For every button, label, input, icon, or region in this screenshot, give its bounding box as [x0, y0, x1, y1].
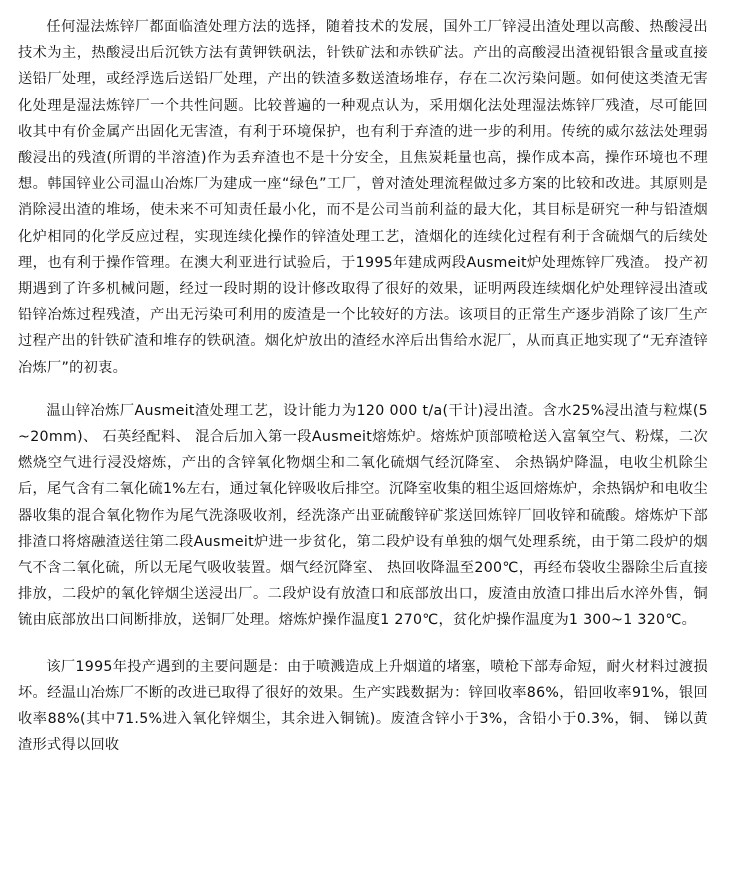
paragraph-slag-treatment-overview: 任何湿法炼锌厂都面临渣处理方法的选择，随着技术的发展，国外工厂锌浸出渣处理以高酸、热酸浸出技术为主，热酸浸出后沉铁方法有黄钾铁矾法，针铁矿法和赤铁矿法。产出的高酸浸出渣视铅银含量或直接送铅厂处理，或经浮选后送铅厂处理，产出的铁渣多数送渣场堆存，存在二次污染问题。如何使这类渣无害化处理是湿法炼锌厂一个共性问题。比较普遍的一种观点认为，采用烟化法处理湿法炼锌厂残渣，尽可能回收其中有价金属产出固化无害渣，有利于环境保护，也有利于弃渣的进一步的利用。传统的威尔兹法处理弱酸浸出的残渣(所谓的半溶渣)作为丢弃渣也不是十分安全，且焦炭耗量也高，操作成本高，操作环境也不理想。韩国锌业公司温山冶炼厂为建成一座“绿色”工厂，曾对渣处理流程做过多方案的比较和改进。其原则是消除浸出渣的堆场，使未来不可知责任最小化，而不是公司当前利益的最大化，其目标是研究一种与铅渣烟化炉相同的化学反应过程，实现连续化操作的锌渣处理工艺，渣烟化的连续化过程有利于含硫烟气的后续处理，也有利于操作管理。在澳大利亚进行试验后，于1995年建成两段Ausmeit炉处理炼锌厂残渣。 投产初期遇到了许多机械问题，经过一段时期的设计修改取得了很好的效果，证明两段连续烟化炉处理锌浸出渣或铅锌冶炼过程残渣，产出无污染可利用的废渣是一个比较好的方法。该项目的正常生产逐步消除了该厂生产过程产出的针铁矿渣和堆存的铁矾渣。烟化炉放出的渣经水淬后出售给水泥厂，从而真正地实现了“无弃渣锌冶炼厂”的初衷。	[18, 19, 708, 376]
paragraph-production-results: 该厂1995年投产遇到的主要问题是：由于喷溅造成上升烟道的堵塞，喷枪下部寿命短，耐火材料过渡损坏。经温山冶炼厂不断的改进已取得了很好的效果。生产实践数据为：锌回收率86%，铅回收率91%，银回收率88%(其中71.5%进入氧化锌烟尘，其余进入铜锍)。废渣含锌小于3%，含铅小于0.3%，铜、 锑以黄渣形式得以回收	[18, 658, 708, 754]
paragraph-onsan-ausmelt-process: 温山锌冶炼厂Ausmeit渣处理工艺，设计能力为120 000 t/a(干计)浸出渣。含水25%浸出渣与粒煤(5~20mm)、 石英经配料、 混合后加入第一段Ausmeit熔炼炉。熔炼炉顶部喷枪送入富氧空气、粉煤，二次燃烧空气进行浸没熔炼，产出的含锌氧化物烟尘和二氧化硫烟气经沉降室、 余热锅炉降温，电收尘机除尘后，尾气含有二氧化硫1%左右，通过氧化锌吸收后排空。沉降室收集的粗尘返回熔炼炉，余热锅炉和电收尘器收集的混合氧化物作为尾气洗涤吸收剂，经洗涤产出亚硫酸锌矿浆送回炼锌厂回收锌和硫酸。熔炼炉下部排渣口将熔融渣送往第二段Ausmeit炉进一步贫化，第二段炉设有单独的烟气处理系统，由于第二段炉的烟气不含二氧化硫，所以无尾气吸收装置。烟气经沉降室、 热回收降温至200℃，再经布袋收尘器除尘后直接排放，二段炉的氧化锌烟尘送浸出厂。二段炉设有放渣口和底部放出口，废渣由放渣口排出后水淬外售，铜锍由底部放出口间断排放，送铜厂处理。熔炼炉操作温度1 270℃，贫化炉操作温度为1 300~1 320℃。	[18, 402, 708, 629]
